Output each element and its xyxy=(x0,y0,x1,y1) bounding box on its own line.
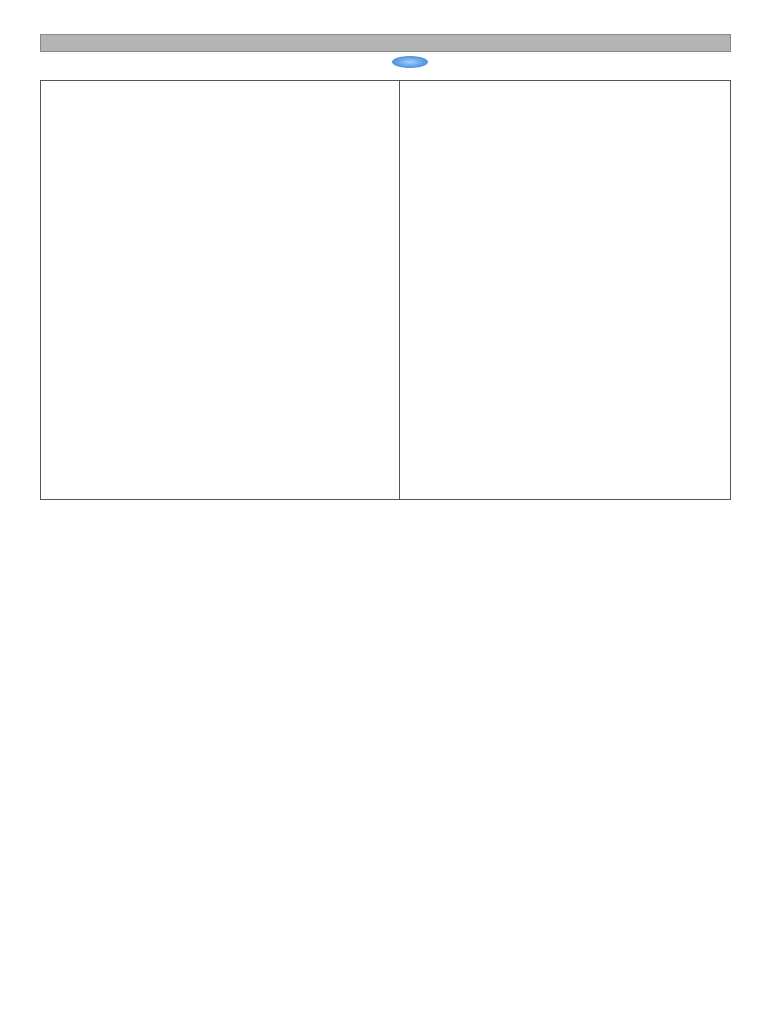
heat-gain-table xyxy=(41,81,400,499)
sheet-title xyxy=(40,34,731,52)
conditions-table xyxy=(400,81,730,499)
company-logo xyxy=(392,56,428,68)
calculation-sheet xyxy=(40,80,731,500)
